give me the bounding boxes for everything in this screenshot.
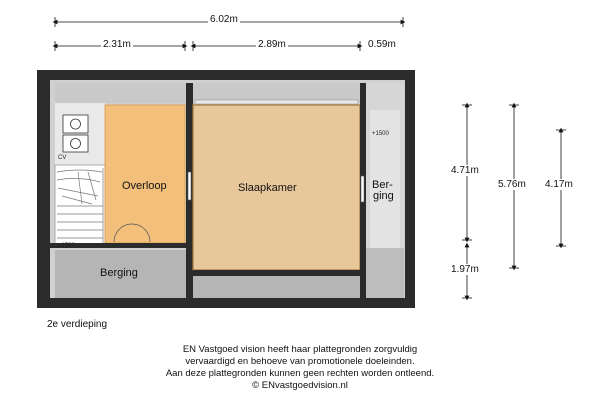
dim-label-right-top: 0.59m (368, 39, 396, 50)
stair-area (55, 165, 105, 245)
dim-label-right-b: 1.97m (451, 264, 479, 275)
label-berging-right-2: ging (373, 190, 394, 202)
disclaimer-line-4: © ENvastgoedvision.nl (252, 380, 348, 391)
disclaimer-line-1: EN Vastgoed vision heeft haar plattegronden zorgvuldig (182, 344, 418, 355)
label-overloop: Overloop (122, 180, 167, 192)
dim-label-right-a: 4.71m (451, 165, 479, 176)
window-bar (195, 100, 358, 104)
wall-slaapkamer-bottom (193, 270, 363, 276)
dim-label-right-c: 5.76m (498, 179, 526, 190)
door-berging-right (361, 176, 364, 202)
label-cv: CV (58, 155, 67, 161)
bottom-strip (193, 276, 363, 298)
disclaimer-line-3: Aan deze plattegronden kunnen geen rechten worden ontleend. (165, 368, 435, 379)
label-height-left: +1500 (58, 243, 75, 249)
label-berging-right-1: Ber- (372, 179, 393, 191)
disclaimer-line-2: vervaardigd en behoeve van promotionele doeleinden. (185, 356, 415, 367)
dim-label-middle: 2.89m (258, 39, 286, 50)
berging-right-lower (366, 248, 404, 298)
door-slaapkamer (188, 172, 191, 200)
dim-label-right-d: 4.17m (545, 179, 573, 190)
room-overloop (105, 105, 185, 243)
dim-label-left: 2.31m (103, 39, 131, 50)
washing-machine-icon (63, 115, 88, 133)
floor-label: 2e verdieping (47, 319, 108, 330)
dim-label-total: 6.02m (210, 14, 238, 25)
label-slaapkamer: Slaapkamer (238, 182, 297, 194)
label-berging-left: Berging (100, 267, 138, 279)
label-height-right: +1500 (372, 131, 389, 137)
dryer-icon (63, 135, 88, 152)
